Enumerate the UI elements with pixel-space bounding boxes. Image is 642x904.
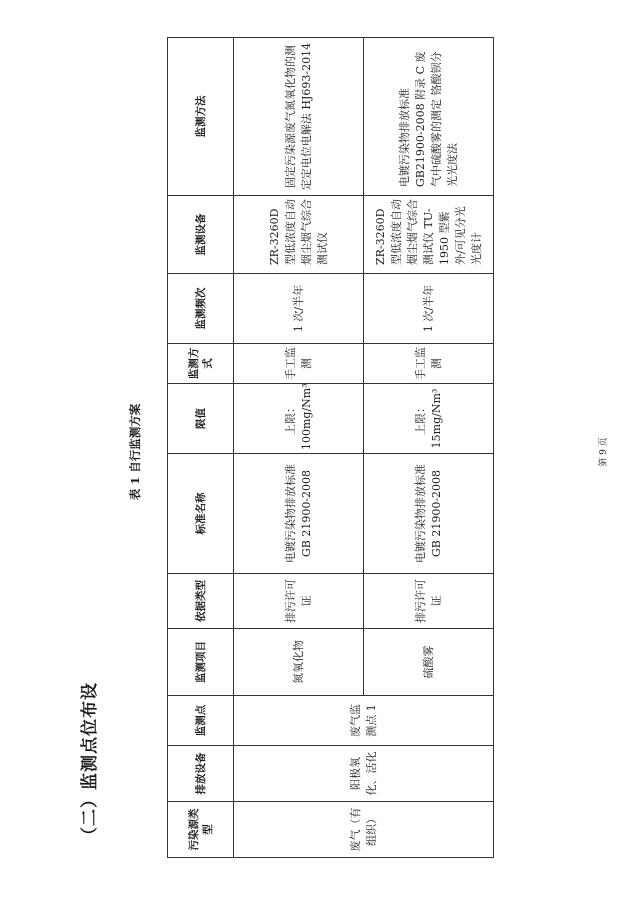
header-discharge-equipment: 排放设备	[168, 746, 234, 802]
header-limit: 限值	[168, 384, 234, 454]
header-pollution-type: 污染源类型	[168, 802, 234, 858]
monitoring-mode-cell: 手工监测	[234, 344, 364, 384]
header-row	[168, 38, 234, 858]
basis-type-cell: 排污许可证	[364, 574, 494, 629]
header-monitoring-mode: 监测方式	[168, 344, 234, 384]
standard-name-cell: 电镀污染物排放标准 GB 21900-2008	[364, 454, 494, 574]
table-caption: 表 1 自行监测方案	[128, 403, 142, 501]
monitoring-item-cell: 氮氧化物	[234, 629, 364, 696]
monitoring-plan-table	[167, 37, 494, 858]
header-monitoring-point: 监测点	[168, 696, 234, 746]
page-number: 第 9 页	[599, 437, 609, 467]
header-method: 监测方法	[168, 38, 234, 196]
basis-type-cell: 排污许可证	[234, 574, 364, 629]
frequency-cell: 1 次/半年	[364, 274, 494, 344]
discharge-equipment-cell: 阳极氧化、活化	[234, 746, 494, 802]
pollution-type-cell: 废气（有组织）	[234, 802, 494, 858]
equipment-cell: ZR-3260D 型低浓度自动烟尘烟气综合测试仪	[234, 196, 364, 274]
monitoring-point-cell: 废气监测点 1	[234, 696, 494, 746]
limit-cell: 上限：15mg/Nm³	[364, 384, 494, 454]
monitoring-item-cell: 硫酸雾	[364, 629, 494, 696]
header-basis-type: 依据类型	[168, 574, 234, 629]
limit-cell: 上限：100mg/Nm³	[234, 384, 364, 454]
equipment-cell: ZR-3260D 型低浓度自动烟尘烟气综合测试仪 TU-1950 型紫外/可见分光光度计	[364, 196, 494, 274]
standard-name-cell: 电镀污染物排放标准 GB 21900-2008	[234, 454, 364, 574]
monitoring-mode-cell: 手工监测	[364, 344, 494, 384]
method-cell: 固定污染源废气氮氧化物的测定定电位电解法 HJ693-2014	[234, 38, 364, 196]
header-equipment: 监测设备	[168, 196, 234, 274]
header-standard-name: 标准名称	[168, 454, 234, 574]
table-row	[234, 38, 364, 858]
section-title: （二）监测点位布设	[80, 682, 100, 844]
frequency-cell: 1 次/半年	[234, 274, 364, 344]
method-cell: 电镀污染物排放标准 GB21900-2008 附录 C 废气中硫酸雾的测定 铬酸钡分光光度法	[364, 38, 494, 196]
header-monitoring-item: 监测项目	[168, 629, 234, 696]
header-frequency: 监测频次	[168, 274, 234, 344]
